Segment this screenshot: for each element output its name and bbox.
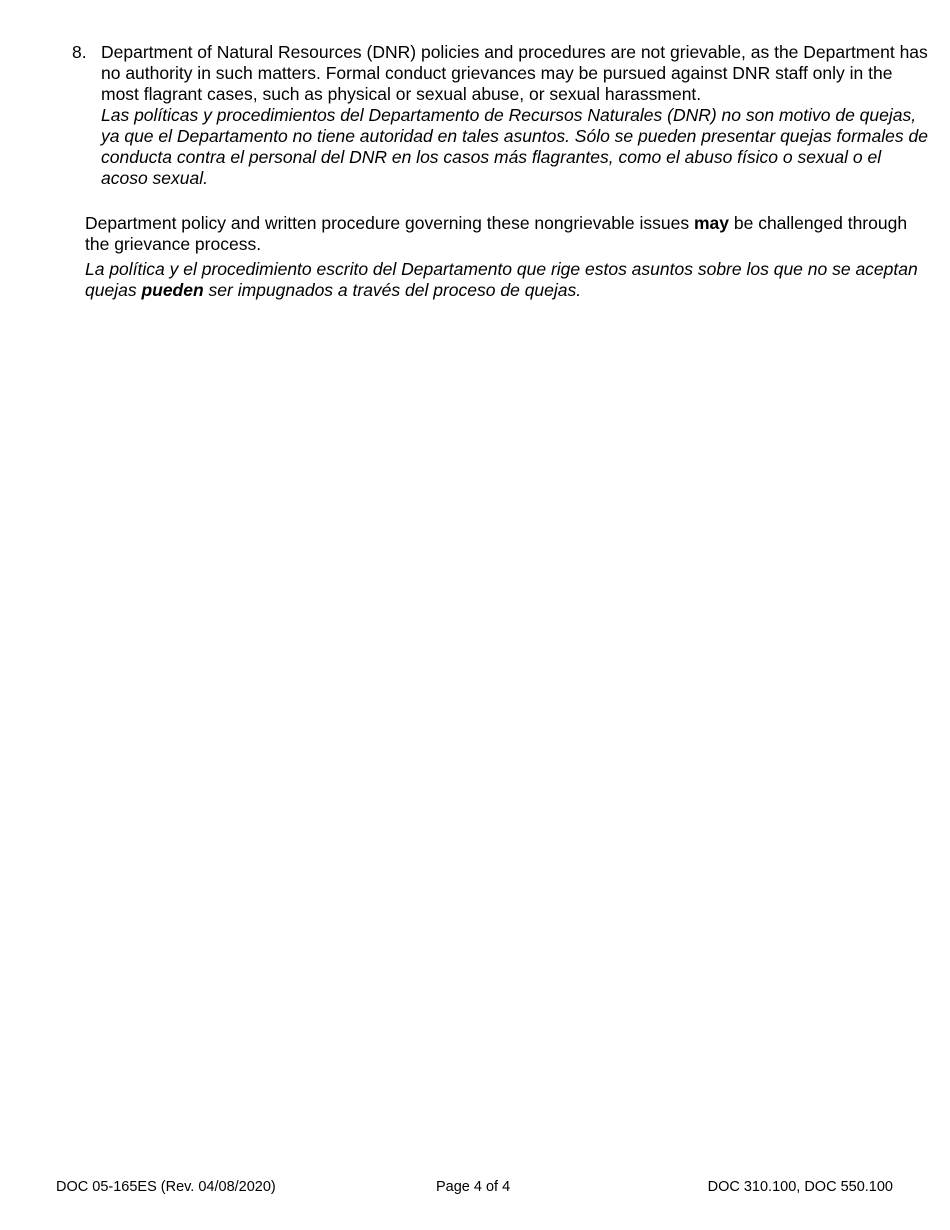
footer-form-id: DOC 05-165ES (Rev. 04/08/2020)	[56, 1179, 276, 1195]
note-en-before: Department policy and written procedure governing these nongrievable issues	[85, 213, 694, 233]
item-text-english: Department of Natural Resources (DNR) policies and procedures are not grievable, as the Department has no authority in such matters. Formal conduct grievances may be pursued against DNR staff only in the most flagrant cases, such as physical or sexual abuse, or sexual harassment.	[101, 42, 928, 104]
note-es-before: La política y el procedimiento escrito del Departamento que rige estos asuntos sobre los que no se aceptan quejas	[85, 259, 918, 300]
note-text-english	[85, 213, 925, 255]
note-es-after: ser impugnados a través del proceso de quejas.	[203, 280, 582, 300]
note-text-spanish	[85, 259, 925, 301]
footer-page-number: Page 4 of 4	[436, 1179, 511, 1195]
item-text-spanish: Las políticas y procedimientos del Departamento de Recursos Naturales (DNR) no son motivo de quejas, ya que el Departamento no tiene autoridad en tales asuntos. Sólo se pueden presentar quejas formales de conducta contra el personal del DNR en los casos más flagrantes, como el abuso físico o sexual o el acoso sexual.	[101, 105, 928, 188]
policy-note	[85, 213, 925, 301]
list-item-body	[101, 42, 932, 189]
page-footer	[0, 1177, 950, 1199]
note-en-after: be challenged through the grievance process.	[85, 213, 908, 254]
note-es-bold: pueden	[141, 280, 204, 300]
note-en-bold: may	[693, 213, 729, 233]
list-item-8	[72, 42, 932, 189]
list-item-number: 8.	[72, 42, 87, 62]
footer-policy-refs: DOC 310.100, DOC 550.100	[707, 1179, 893, 1195]
